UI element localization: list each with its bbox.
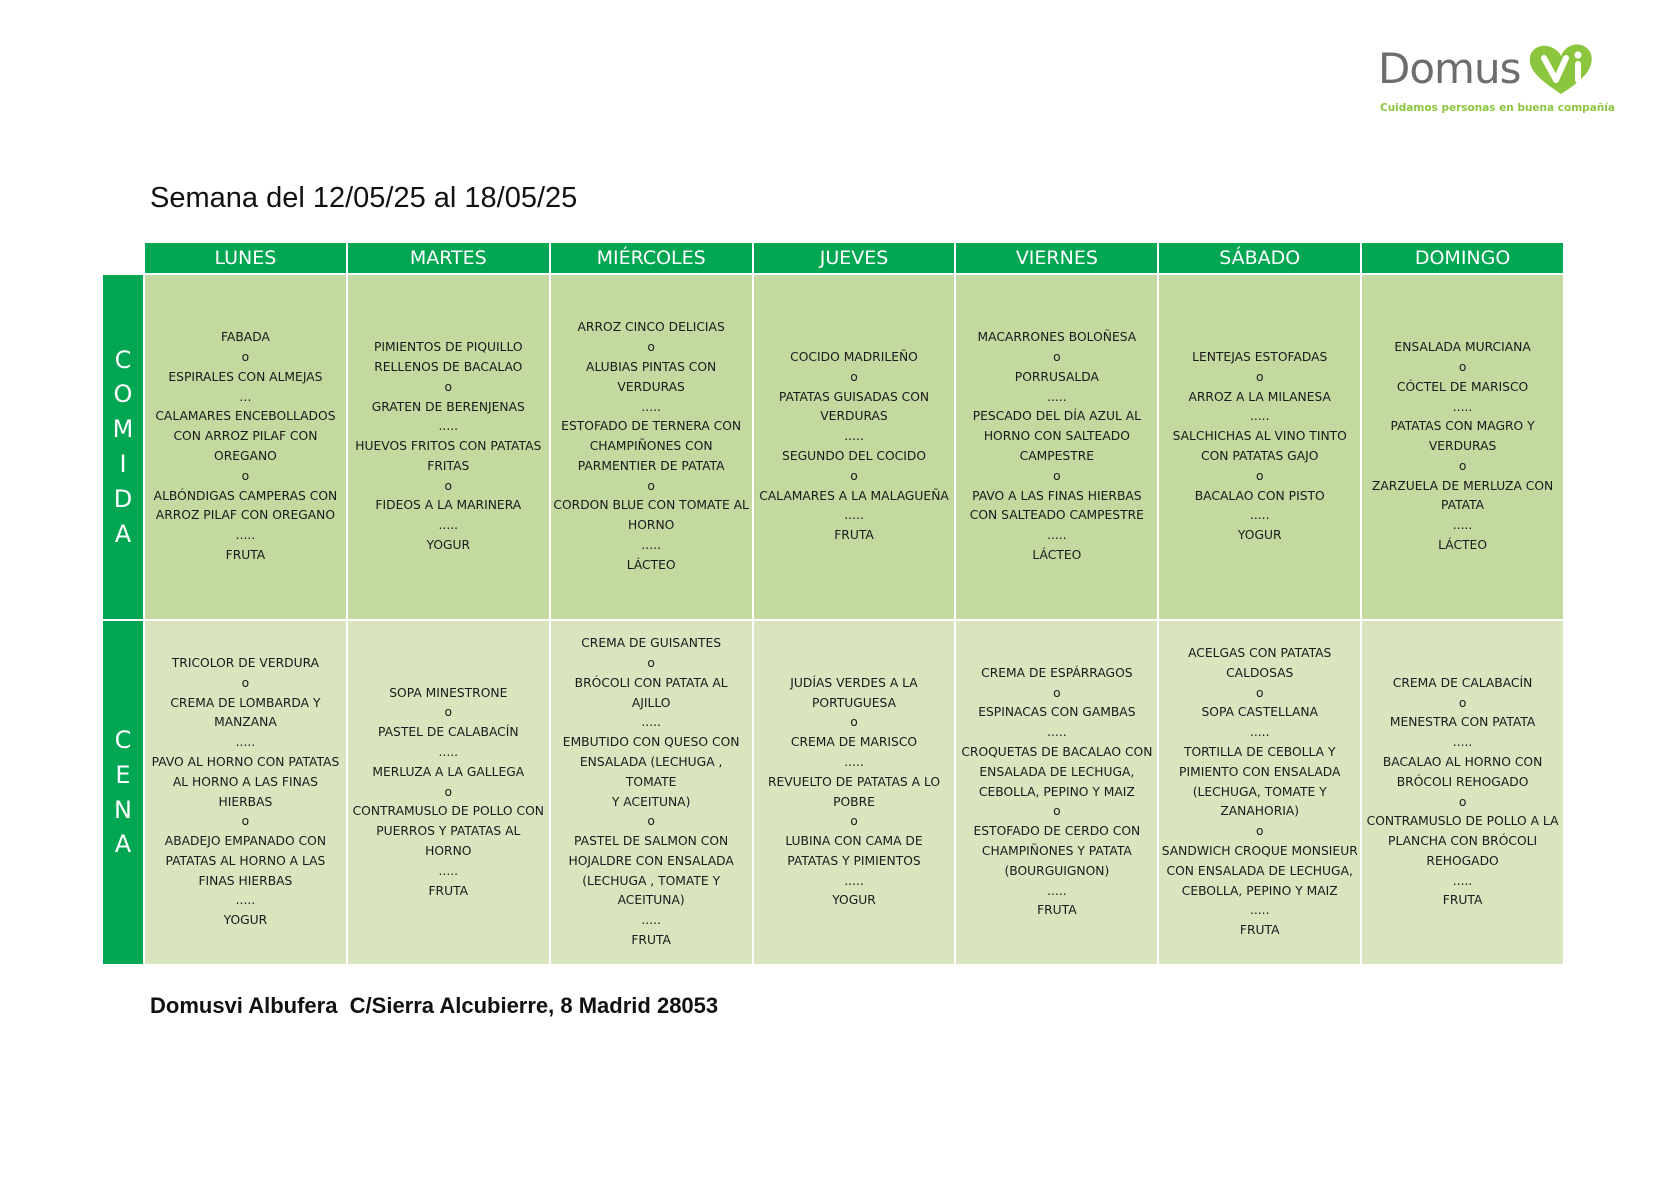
logo-tagline: Cuidamos personas en buena compañía bbox=[1380, 102, 1615, 114]
meal-label-letter: A bbox=[114, 830, 132, 859]
dish-line: EMBUTIDO CON QUESO CON bbox=[562, 735, 740, 750]
dish-list bbox=[1162, 644, 1358, 941]
dish-line: ..... bbox=[1452, 873, 1473, 888]
dish-line: FRUTA bbox=[1037, 903, 1077, 918]
dish-line: ALBÓNDIGAS CAMPERAS CON bbox=[153, 488, 338, 503]
dish-line: PASTEL DE CALABACÍN bbox=[377, 725, 519, 740]
dish-line: BACALAO CON PISTO bbox=[1194, 488, 1325, 503]
menu-cell-comida-lunes bbox=[145, 275, 348, 619]
dish-line: VERDURAS bbox=[1428, 439, 1497, 454]
dish-line: SOPA MINESTRONE bbox=[389, 685, 508, 700]
dish-line: CON ARROZ PILAF CON bbox=[173, 429, 318, 444]
dish-line: YOGUR bbox=[223, 913, 268, 928]
dish-line: ENSALADA (LECHUGA , TOMATE bbox=[579, 754, 723, 789]
dish-line: ARROZ CINCO DELICIAS bbox=[577, 320, 725, 335]
day-header-domingo: DOMINGO bbox=[1362, 243, 1563, 273]
dish-line: PATATAS AL HORNO A LAS bbox=[165, 853, 326, 868]
meal-label-letter: C bbox=[114, 725, 132, 754]
dish-line: CON PATATAS GAJO bbox=[1201, 449, 1319, 463]
menu-cell-cena-miércoles bbox=[551, 621, 754, 964]
meal-label-letter: N bbox=[114, 795, 132, 824]
dish-line: PASTEL DE SALMON CON bbox=[574, 834, 729, 849]
dish-line: PARMENTIER DE PATATA bbox=[577, 458, 725, 473]
dish-line: ..... bbox=[235, 735, 256, 750]
dish-line: GRATEN DE BERENJENAS bbox=[371, 399, 525, 414]
dish-line: ZARZUELA DE MERLUZA CON bbox=[1371, 478, 1554, 493]
dish-line: ZANAHORIA) bbox=[1220, 804, 1300, 819]
dish-line: o bbox=[241, 350, 250, 365]
dish-line: o bbox=[1255, 468, 1264, 483]
dish-line: CAMPESTRE bbox=[1019, 449, 1095, 463]
dish-line: ..... bbox=[235, 528, 256, 543]
meal-label-letter: A bbox=[114, 519, 132, 548]
dish-line: o bbox=[1053, 468, 1061, 483]
dish-line: CREMA DE CALABACÍN bbox=[1392, 675, 1533, 690]
dish-line: CON ENSALADA DE LECHUGA, bbox=[1166, 863, 1353, 878]
day-header-jueves: JUEVES bbox=[754, 243, 957, 273]
dish-line: AL HORNO A LAS FINAS bbox=[172, 774, 318, 789]
dish-line: HIERBAS bbox=[218, 794, 273, 809]
dish-line: CREMA DE GUISANTES bbox=[581, 636, 722, 651]
dish-line: MENESTRA CON PATATA bbox=[1389, 715, 1536, 730]
dish-line: SANDWICH CROQUE MONSIEUR bbox=[1161, 843, 1358, 858]
dish-list bbox=[1372, 338, 1553, 556]
dish-line: CALDOSAS bbox=[1226, 665, 1294, 680]
dish-line: MERLUZA A LA GALLEGA bbox=[372, 764, 525, 779]
dish-line: ..... bbox=[235, 893, 256, 908]
dish-line: ABADEJO EMPANADO CON bbox=[164, 834, 327, 849]
dish-line: CALAMARES A LA MALAGUEÑA bbox=[759, 488, 949, 503]
dish-line: JUDÍAS VERDES A LA bbox=[790, 675, 918, 690]
dish-line: REHOGADO bbox=[1426, 853, 1499, 868]
dish-line: ..... bbox=[1249, 725, 1270, 740]
dish-line: ..... bbox=[438, 863, 459, 878]
dish-line: HORNO CON SALTEADO bbox=[983, 429, 1130, 444]
dish-line: Y ACEITUNA) bbox=[611, 794, 691, 809]
dish-line: ARROZ A LA MILANESA bbox=[1188, 389, 1331, 404]
dish-line: PIMIENTOS DE PIQUILLO bbox=[373, 340, 523, 355]
dish-list bbox=[970, 328, 1144, 566]
day-header-row bbox=[145, 243, 1563, 273]
dish-line: YOGUR bbox=[1237, 528, 1282, 543]
dish-line: PATATAS GUISADAS CON bbox=[778, 389, 930, 404]
heart-vi-icon bbox=[1526, 42, 1596, 98]
dish-line: ..... bbox=[844, 873, 864, 888]
dish-list bbox=[759, 348, 949, 546]
meal-label-letter: I bbox=[119, 450, 127, 478]
dish-line: YOGUR bbox=[832, 893, 876, 908]
dish-line: BACALAO AL HORNO CON bbox=[1382, 754, 1543, 769]
dish-line: POBRE bbox=[833, 794, 875, 809]
dish-line: MANZANA bbox=[214, 715, 277, 730]
dish-line: PORRUSALDA bbox=[1014, 369, 1099, 384]
dish-line: CROQUETAS DE BACALAO CON bbox=[961, 745, 1153, 759]
dish-list bbox=[553, 318, 749, 575]
dish-line: (LECHUGA, TOMATE Y bbox=[1192, 784, 1327, 799]
dish-line: HOJALDRE CON ENSALADA bbox=[568, 853, 734, 868]
dish-line: CORDON BLUE CON TOMATE AL bbox=[553, 498, 749, 513]
dish-line: PESCADO DEL DÍA AZUL AL bbox=[972, 409, 1142, 424]
dish-line: FRUTA bbox=[1442, 893, 1483, 908]
dish-line: o bbox=[1255, 369, 1264, 384]
dish-line: CALAMARES ENCEBOLLADOS bbox=[155, 409, 336, 424]
dish-line: AJILLO bbox=[631, 695, 671, 710]
dish-line: RELLENOS DE BACALAO bbox=[374, 359, 523, 374]
dish-line: o bbox=[444, 784, 453, 799]
dish-line: FRITAS bbox=[427, 458, 470, 473]
dish-line: BRÓCOLI REHOGADO bbox=[1396, 774, 1529, 789]
dish-list bbox=[152, 654, 340, 931]
dish-line: ..... bbox=[641, 715, 661, 730]
dish-line: o bbox=[1053, 804, 1061, 819]
dish-line: COCIDO MADRILEÑO bbox=[790, 350, 918, 365]
dish-line: ..... bbox=[1249, 409, 1270, 424]
dish-line: ..... bbox=[1249, 508, 1270, 523]
dish-line: ENSALADA MURCIANA bbox=[1394, 340, 1531, 355]
dish-line: ACEITUNA) bbox=[617, 893, 685, 908]
menu-cell-comida-martes bbox=[348, 275, 551, 619]
dish-line: PAVO A LAS FINAS HIERBAS bbox=[972, 488, 1142, 503]
menu-cell-cena-viernes bbox=[956, 621, 1159, 964]
dish-line: o bbox=[647, 478, 655, 493]
dish-line: FRUTA bbox=[428, 883, 469, 898]
menu-cell-comida-miércoles bbox=[551, 275, 754, 619]
dish-line: ..... bbox=[641, 913, 661, 928]
meal-label-letter: E bbox=[115, 760, 131, 789]
dish-line: PATATAS CON MAGRO Y bbox=[1390, 419, 1535, 434]
dish-line: ESPINACAS CON GAMBAS bbox=[978, 705, 1136, 720]
dish-line: ..... bbox=[641, 538, 661, 553]
dish-line: FIDEOS A LA MARINERA bbox=[375, 498, 522, 513]
dish-line: ..... bbox=[844, 754, 864, 769]
dish-line: ESTOFADO DE TERNERA CON bbox=[561, 419, 742, 434]
dish-line: FRUTA bbox=[1239, 923, 1280, 938]
dish-list bbox=[1173, 348, 1347, 546]
dish-line: ENSALADA DE LECHUGA, bbox=[979, 764, 1135, 779]
dish-line: CREMA DE MARISCO bbox=[790, 735, 918, 750]
dish-line: CHAMPIÑONES Y PATATA bbox=[981, 843, 1132, 858]
dish-line: LENTEJAS ESTOFADAS bbox=[1192, 350, 1328, 365]
dish-line: o bbox=[1053, 685, 1061, 700]
menu-cell-cena-lunes bbox=[145, 621, 348, 964]
dish-line: o bbox=[647, 340, 655, 355]
dish-line: HORNO bbox=[425, 843, 472, 858]
meal-cells-comida bbox=[145, 275, 1563, 619]
dish-line: ..... bbox=[1452, 518, 1473, 533]
dish-line: o bbox=[850, 468, 858, 483]
dish-line: ..... bbox=[1047, 725, 1067, 740]
dish-line: ..... bbox=[438, 419, 459, 434]
dish-list bbox=[353, 684, 544, 902]
dish-line: REVUELTO DE PATATAS A LO bbox=[767, 774, 941, 789]
dish-line: FRUTA bbox=[225, 547, 266, 562]
dish-line: ESPIRALES CON ALMEJAS bbox=[168, 369, 323, 384]
dish-line: CEBOLLA, PEPINO Y MAIZ bbox=[1181, 883, 1338, 898]
footer-address: Domusvi Albufera C/Sierra Alcubierre, 8 Madrid 28053 bbox=[150, 993, 719, 1018]
menu-cell-comida-jueves bbox=[754, 275, 957, 619]
dish-line: LÁCTEO bbox=[1438, 538, 1488, 553]
menu-cell-cena-domingo bbox=[1362, 621, 1563, 964]
dish-list bbox=[1367, 674, 1559, 912]
meal-label-letter: C bbox=[114, 345, 132, 374]
dish-line: ..... bbox=[1249, 903, 1270, 918]
weekly-menu-table bbox=[103, 243, 1563, 964]
dish-line: ACELGAS CON PATATAS bbox=[1188, 646, 1332, 661]
dish-line: HUEVOS FRITOS CON PATATAS bbox=[355, 439, 542, 454]
dish-line: CON SALTEADO CAMPESTRE bbox=[969, 508, 1144, 523]
menu-cell-cena-jueves bbox=[754, 621, 957, 964]
dish-line: o bbox=[647, 814, 655, 829]
dish-line: LÁCTEO bbox=[626, 557, 676, 572]
dish-line: o bbox=[241, 675, 250, 690]
day-header-lunes: LUNES bbox=[145, 243, 348, 273]
dish-line: PAVO AL HORNO CON PATATAS bbox=[151, 754, 340, 769]
dish-line: CREMA DE LOMBARDA Y bbox=[170, 695, 321, 710]
meal-cells-cena bbox=[145, 621, 1563, 964]
dish-line: PATATA bbox=[1441, 498, 1485, 513]
meal-row-cena bbox=[103, 621, 1563, 964]
dish-line: SEGUNDO DEL COCIDO bbox=[782, 449, 926, 463]
dish-line: PIMIENTO CON ENSALADA bbox=[1179, 764, 1341, 779]
dish-line: FRUTA bbox=[631, 933, 671, 948]
dish-list bbox=[768, 674, 940, 912]
menu-cell-cena-sábado bbox=[1159, 621, 1362, 964]
meal-label-letter: M bbox=[112, 415, 134, 444]
dish-line: ..... bbox=[1047, 389, 1067, 404]
dish-line: SALCHICHAS AL VINO TINTO bbox=[1172, 429, 1347, 444]
menu-cell-comida-domingo bbox=[1362, 275, 1563, 619]
menu-cell-cena-martes bbox=[348, 621, 551, 964]
dish-line: ..... bbox=[641, 399, 661, 414]
dish-line: ..... bbox=[438, 745, 459, 759]
dish-line: o bbox=[1458, 458, 1467, 473]
dish-line: PORTUGUESA bbox=[812, 695, 897, 710]
day-header-sabado: SÁBADO bbox=[1159, 243, 1362, 273]
dish-line: ALUBIAS PINTAS CON bbox=[586, 359, 717, 374]
dish-line: TORTILLA DE CEBOLLA Y bbox=[1183, 745, 1336, 759]
dish-line: o bbox=[647, 655, 655, 670]
dish-line: (BOURGUIGNON) bbox=[1004, 863, 1110, 878]
dish-line: FABADA bbox=[220, 330, 270, 345]
dish-list bbox=[553, 634, 750, 951]
dish-line: ..... bbox=[844, 508, 864, 523]
dish-line: CREMA DE ESPÁRRAGOS bbox=[981, 665, 1133, 680]
day-header-viernes: VIERNES bbox=[956, 243, 1159, 273]
week-title: Semana del 12/05/25 al 18/05/25 bbox=[150, 182, 578, 214]
meal-label-letter: D bbox=[113, 484, 133, 513]
dish-line: o bbox=[444, 705, 453, 720]
dish-line: VERDURAS bbox=[617, 379, 685, 394]
dish-line: TRICOLOR DE VERDURA bbox=[171, 655, 320, 670]
meal-label-cena bbox=[103, 621, 143, 964]
dish-line: o bbox=[850, 715, 858, 730]
dish-line: o bbox=[1458, 794, 1467, 809]
dish-line: o bbox=[1458, 359, 1467, 374]
dish-line: FINAS HIERBAS bbox=[198, 873, 293, 888]
dish-line: OREGANO bbox=[214, 449, 277, 463]
dish-line: YOGUR bbox=[426, 538, 471, 553]
dish-line: o bbox=[1255, 824, 1264, 839]
meal-row-comida bbox=[103, 275, 1563, 619]
dish-line: ..... bbox=[1452, 735, 1473, 750]
dish-line: o bbox=[1053, 350, 1061, 365]
day-header-miercoles: MIÉRCOLES bbox=[551, 243, 754, 273]
dish-line: CONTRAMUSLO DE POLLO A LA bbox=[1366, 814, 1559, 829]
dish-line: LÁCTEO bbox=[1032, 547, 1082, 562]
dish-line: ..... bbox=[1047, 883, 1067, 898]
day-header-martes: MARTES bbox=[348, 243, 551, 273]
dish-line: o bbox=[850, 369, 858, 384]
dish-line: PATATAS Y PIMIENTOS bbox=[787, 853, 921, 868]
dish-line: o bbox=[444, 379, 453, 394]
dish-line: PLANCHA CON BRÓCOLI bbox=[1388, 834, 1538, 849]
domusvi-logo bbox=[1378, 40, 1615, 120]
dish-line: MACARRONES BOLOÑESA bbox=[977, 330, 1137, 345]
dish-line: ESTOFADO DE CERDO CON bbox=[973, 824, 1141, 839]
dish-line: o bbox=[1458, 695, 1467, 710]
dish-line: o bbox=[850, 814, 858, 829]
dish-line: o bbox=[241, 814, 250, 829]
dish-list bbox=[355, 338, 541, 556]
dish-list bbox=[961, 664, 1152, 921]
dish-line: ..... bbox=[844, 429, 864, 444]
dish-line: (LECHUGA , TOMATE Y bbox=[582, 873, 721, 888]
dish-list bbox=[154, 328, 338, 566]
meal-label-comida bbox=[103, 275, 143, 619]
dish-line: LUBINA CON CAMA DE bbox=[785, 834, 923, 849]
dish-line: … bbox=[239, 389, 252, 404]
dish-line: CONTRAMUSLO DE POLLO CON bbox=[352, 804, 544, 819]
dish-line: o bbox=[241, 468, 250, 483]
menu-cell-comida-sábado bbox=[1159, 275, 1362, 619]
dish-line: SOPA CASTELLANA bbox=[1201, 705, 1318, 720]
menu-cell-comida-viernes bbox=[956, 275, 1159, 619]
dish-line: HORNO bbox=[627, 518, 675, 533]
dish-line: VERDURAS bbox=[820, 409, 888, 424]
dish-line: ARROZ PILAF CON OREGANO bbox=[155, 508, 336, 523]
dish-line: FRUTA bbox=[834, 528, 874, 543]
dish-line: o bbox=[444, 478, 453, 493]
dish-line: CHAMPIÑONES CON bbox=[589, 439, 713, 454]
dish-line: o bbox=[1255, 685, 1264, 700]
meal-label-letter: O bbox=[113, 380, 133, 409]
dish-line: BRÓCOLI CON PATATA AL bbox=[574, 675, 728, 690]
dish-line: CÓCTEL DE MARISCO bbox=[1396, 379, 1529, 394]
dish-line: ..... bbox=[438, 518, 459, 533]
logo-wordmark: Domus bbox=[1378, 44, 1521, 93]
dish-line: ..... bbox=[1452, 399, 1473, 414]
dish-line: PUERROS Y PATATAS AL bbox=[376, 824, 521, 839]
dish-line: CEBOLLA, PEPINO Y MAIZ bbox=[978, 784, 1135, 799]
dish-line: ..... bbox=[1047, 528, 1067, 543]
